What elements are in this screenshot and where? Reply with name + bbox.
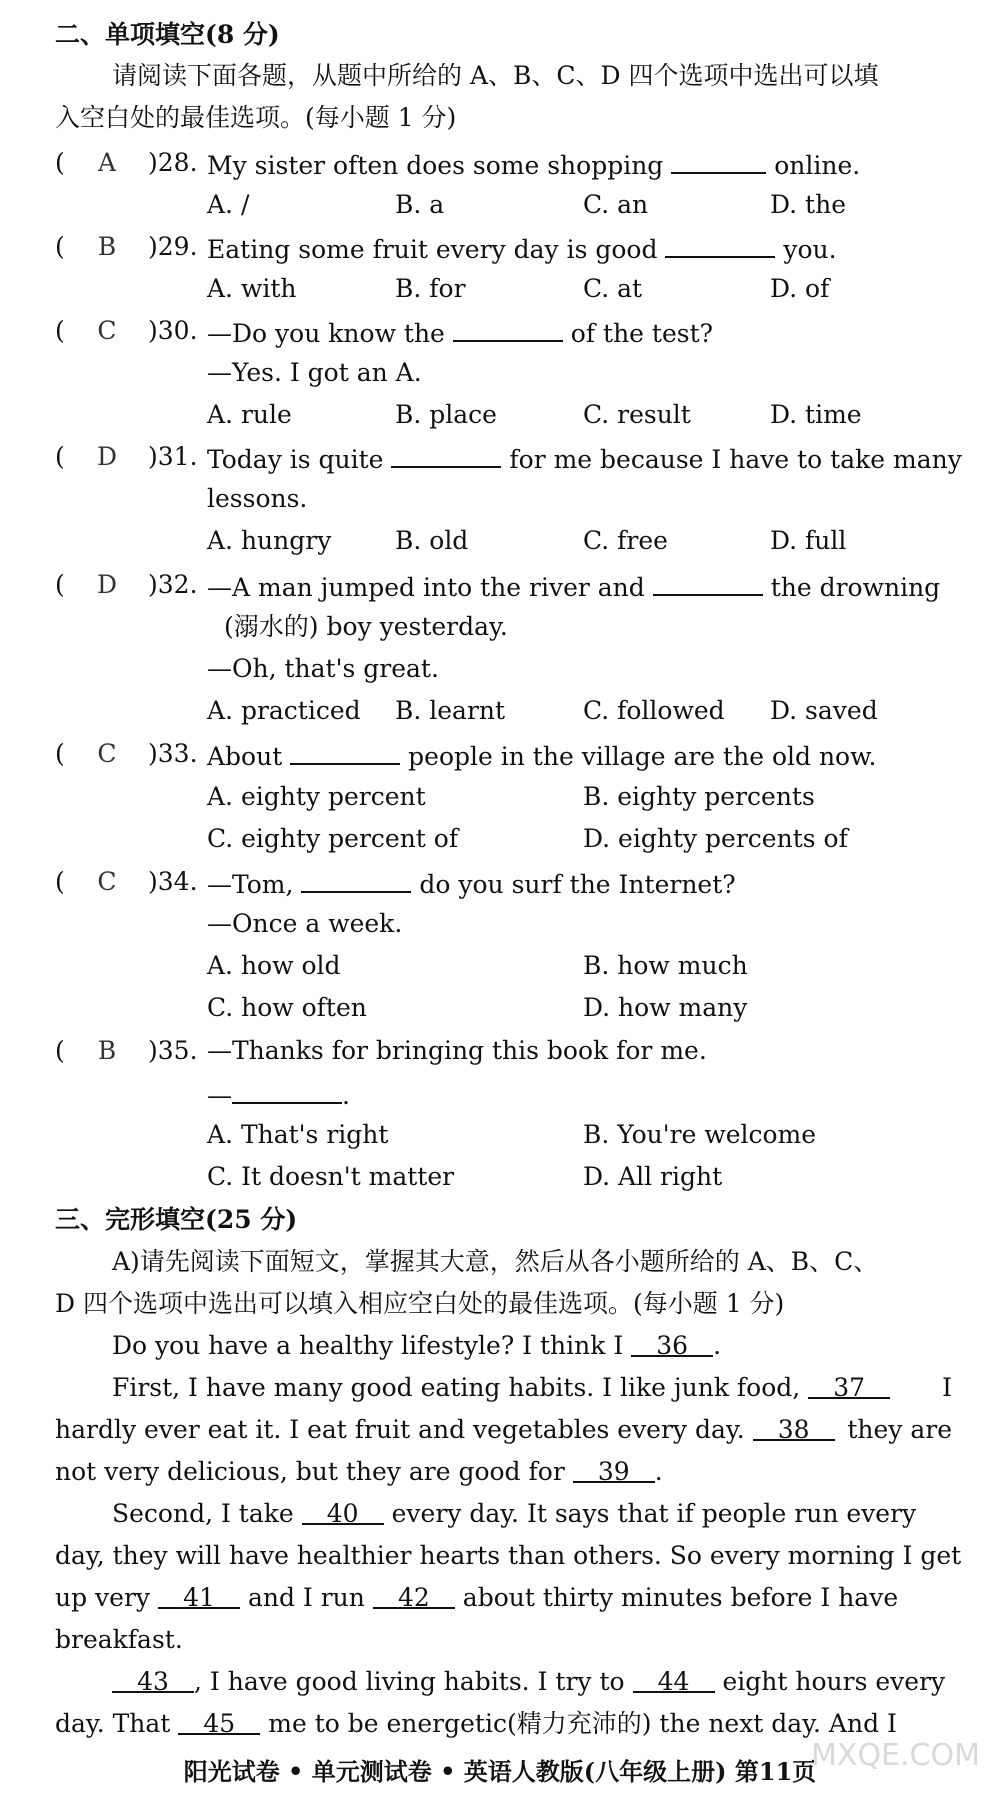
question-number-32: )32. bbox=[148, 570, 198, 599]
question-number-30: )30. bbox=[148, 316, 198, 345]
stem-31-part-b: for me because I have to take many bbox=[509, 445, 962, 474]
option-32-c: C. followed bbox=[583, 696, 725, 725]
open-paren: ( bbox=[55, 442, 65, 471]
blank-42: 42 bbox=[373, 1577, 455, 1609]
passage-text: every day. It says that if people run every bbox=[391, 1499, 917, 1528]
passage-line-1 bbox=[112, 1325, 1000, 1367]
passage-text: Second, I take bbox=[112, 1499, 294, 1528]
option-30-b: B. place bbox=[395, 400, 497, 429]
blank-36: 36 bbox=[631, 1325, 713, 1357]
stem-28-part-a: My sister often does some shopping bbox=[207, 151, 664, 180]
stem-32-part-b: the drowning bbox=[770, 573, 941, 602]
question-number-34: )34. bbox=[148, 867, 198, 896]
blank-30 bbox=[453, 310, 563, 342]
answer-32: D bbox=[96, 570, 118, 599]
stem-32-continued: (溺水的) boy yesterday. bbox=[224, 612, 508, 641]
option-32-b: B. learnt bbox=[395, 696, 506, 725]
stem-32-part-a: —A man jumped into the river and bbox=[207, 573, 645, 602]
section2-heading: 二、单项填空(8 分) bbox=[55, 20, 280, 49]
stem-31-continued: lessons. bbox=[207, 484, 308, 513]
blank-38: 38 bbox=[753, 1409, 835, 1441]
options-34-row-2 bbox=[0, 987, 1000, 1029]
options-33-row-2 bbox=[0, 818, 1000, 860]
passage-text: . bbox=[713, 1331, 722, 1360]
option-34-d: D. how many bbox=[583, 993, 748, 1022]
passage-line-2 bbox=[112, 1367, 952, 1409]
passage-text: hardly ever eat it. I eat fruit and vegetables every day. bbox=[55, 1415, 745, 1444]
blank-45: 45 bbox=[178, 1703, 260, 1735]
option-28-b: B. a bbox=[395, 190, 445, 219]
option-29-d: D. of bbox=[770, 274, 830, 303]
option-34-c: C. how often bbox=[207, 993, 367, 1022]
option-35-c: C. It doesn't matter bbox=[207, 1162, 455, 1191]
passage-line-5 bbox=[112, 1493, 1000, 1535]
dialog-32-reply: —Oh, that's great. bbox=[207, 654, 439, 683]
question-32 bbox=[0, 564, 1000, 606]
watermark: MXQE.COM bbox=[811, 1738, 980, 1773]
blank-32 bbox=[653, 564, 763, 596]
passage-text: day. That bbox=[55, 1709, 171, 1738]
stem-28-part-b: online. bbox=[774, 151, 861, 180]
blank-31 bbox=[391, 436, 501, 468]
answer-31: D bbox=[96, 442, 118, 471]
blank-40: 40 bbox=[302, 1493, 384, 1525]
option-33-a: A. eighty percent bbox=[207, 782, 426, 811]
option-30-c: C. result bbox=[583, 400, 691, 429]
blank-41: 41 bbox=[158, 1577, 240, 1609]
option-33-c: C. eighty percent of bbox=[207, 824, 459, 853]
blank-35 bbox=[232, 1072, 342, 1104]
stem-33 bbox=[207, 733, 876, 778]
question-29 bbox=[0, 226, 1000, 268]
option-32-a: A. practiced bbox=[207, 696, 361, 725]
option-35-d: D. All right bbox=[583, 1162, 723, 1191]
passage-line-8: breakfast. bbox=[55, 1625, 183, 1654]
stem-34-part-b: do you surf the Internet? bbox=[419, 870, 736, 899]
section3-heading: 三、完形填空(25 分) bbox=[55, 1205, 298, 1234]
page-footer: 阳光试卷 • 单元测试卷 • 英语人教版(八年级上册) 第11页 bbox=[183, 1757, 817, 1786]
option-31-d: D. full bbox=[770, 526, 847, 555]
option-31-b: B. old bbox=[395, 526, 469, 555]
stem-34 bbox=[207, 861, 736, 906]
question-number-35: )35. bbox=[148, 1036, 198, 1065]
section2-instructions-2: 入空白处的最佳选项。(每小题 1 分) bbox=[55, 103, 457, 132]
stem-33-part-a: About bbox=[207, 742, 283, 771]
question-35 bbox=[0, 1030, 1000, 1072]
answer-28: A bbox=[97, 148, 117, 177]
option-34-b: B. how much bbox=[583, 951, 748, 980]
option-30-a: A. rule bbox=[207, 400, 292, 429]
blank-44: 44 bbox=[633, 1661, 715, 1693]
section3-intro-2: D 四个选项中选出可以填入相应空白处的最佳选项。(每小题 1 分) bbox=[55, 1289, 785, 1318]
blank-28 bbox=[671, 142, 766, 174]
stem-29 bbox=[207, 226, 837, 271]
blank-33 bbox=[290, 733, 400, 765]
option-28-c: C. an bbox=[583, 190, 649, 219]
passage-text: I bbox=[942, 1373, 952, 1402]
stem-32 bbox=[207, 564, 940, 609]
passage-text: , I have good living habits. I try to bbox=[194, 1667, 625, 1696]
blank-43: 43 bbox=[112, 1661, 194, 1693]
question-31 bbox=[0, 436, 1000, 478]
stem-29-part-a: Eating some fruit every day is good bbox=[207, 235, 658, 264]
option-28-a: A. / bbox=[207, 190, 250, 219]
passage-text: not very delicious, but they are good for bbox=[55, 1457, 565, 1486]
blank-34 bbox=[301, 861, 411, 893]
dialog-30-reply: —Yes. I got an A. bbox=[207, 358, 422, 387]
answer-35: B bbox=[97, 1036, 117, 1065]
option-30-d: D. time bbox=[770, 400, 862, 429]
question-33 bbox=[0, 733, 1000, 775]
open-paren: ( bbox=[55, 570, 65, 599]
passage-text: . bbox=[654, 1457, 663, 1486]
answer-30: C bbox=[97, 316, 117, 345]
passage-line-4 bbox=[55, 1451, 1000, 1493]
passage-text: about thirty minutes before I have bbox=[462, 1583, 899, 1612]
options-31 bbox=[0, 520, 1000, 562]
option-28-d: D. the bbox=[770, 190, 846, 219]
options-34-row-1 bbox=[0, 945, 1000, 987]
stem-35: —Thanks for bringing this book for me. bbox=[207, 1036, 707, 1065]
section3-intro-1: A)请先阅读下面短文，掌握其大意，然后从各小题所给的 A、B、C、 bbox=[112, 1247, 879, 1276]
question-28 bbox=[0, 142, 1000, 184]
passage-text: up very bbox=[55, 1583, 151, 1612]
stem-28 bbox=[207, 142, 860, 187]
options-32 bbox=[0, 690, 1000, 732]
stem-30-part-b: of the test? bbox=[570, 319, 714, 348]
question-34 bbox=[0, 861, 1000, 903]
option-35-b: B. You're welcome bbox=[583, 1120, 817, 1149]
option-31-c: C. free bbox=[583, 526, 668, 555]
stem-31 bbox=[207, 436, 962, 481]
option-29-a: A. with bbox=[207, 274, 297, 303]
stem-30 bbox=[207, 310, 713, 355]
stem-31-part-a: Today is quite bbox=[207, 445, 384, 474]
passage-line-9 bbox=[112, 1661, 1000, 1703]
stem-34-part-a: —Tom, bbox=[207, 870, 294, 899]
options-29 bbox=[0, 268, 1000, 310]
open-paren: ( bbox=[55, 316, 65, 345]
passage-line-6: day, they will have healthier hearts than others. So every morning I get bbox=[55, 1541, 962, 1570]
passage-text: First, I have many good eating habits. I like junk food, bbox=[112, 1373, 801, 1402]
period: . bbox=[342, 1081, 350, 1110]
options-35-row-1 bbox=[0, 1114, 1000, 1156]
option-33-d: D. eighty percents of bbox=[583, 824, 848, 853]
dialog-34-reply: —Once a week. bbox=[207, 909, 403, 938]
passage-line-3 bbox=[55, 1409, 952, 1451]
open-paren: ( bbox=[55, 232, 65, 261]
blank-29 bbox=[665, 226, 775, 258]
options-33-row-1 bbox=[0, 776, 1000, 818]
option-31-a: A. hungry bbox=[207, 526, 332, 555]
open-paren: ( bbox=[55, 148, 65, 177]
dialog-35-reply bbox=[207, 1072, 1000, 1114]
blank-37: 37 bbox=[808, 1367, 890, 1399]
answer-34: C bbox=[97, 867, 117, 896]
answer-33: C bbox=[97, 739, 117, 768]
option-34-a: A. how old bbox=[207, 951, 341, 980]
question-30 bbox=[0, 310, 1000, 352]
options-35-row-2 bbox=[0, 1156, 1000, 1198]
question-number-28: )28. bbox=[148, 148, 198, 177]
open-paren: ( bbox=[55, 867, 65, 896]
answer-29: B bbox=[97, 232, 117, 261]
stem-30-part-a: —Do you know the bbox=[207, 319, 445, 348]
question-number-29: )29. bbox=[148, 232, 198, 261]
question-number-33: )33. bbox=[148, 739, 198, 768]
passage-line-7 bbox=[55, 1577, 1000, 1619]
options-28 bbox=[0, 184, 1000, 226]
passage-text: me to be energetic(精力充沛的) the next day. And I bbox=[268, 1709, 897, 1738]
dash: — bbox=[207, 1081, 232, 1110]
option-32-d: D. saved bbox=[770, 696, 878, 725]
stem-33-part-b: people in the village are the old now. bbox=[408, 742, 877, 771]
option-35-a: A. That's right bbox=[207, 1120, 389, 1149]
stem-29-part-b: you. bbox=[783, 235, 837, 264]
open-paren: ( bbox=[55, 1036, 65, 1065]
question-number-31: )31. bbox=[148, 442, 198, 471]
passage-text: Do you have a healthy lifestyle? I think I bbox=[112, 1331, 624, 1360]
option-33-b: B. eighty percents bbox=[583, 782, 815, 811]
option-29-b: B. for bbox=[395, 274, 466, 303]
passage-text: they are bbox=[847, 1415, 952, 1444]
blank-39: 39 bbox=[573, 1451, 655, 1483]
option-29-c: C. at bbox=[583, 274, 643, 303]
open-paren: ( bbox=[55, 739, 65, 768]
options-30 bbox=[0, 394, 1000, 436]
passage-text: and I run bbox=[247, 1583, 365, 1612]
section2-instructions-1: 请阅读下面各题，从题中所给的 A、B、C、D 四个选项中选出可以填 bbox=[112, 61, 879, 90]
passage-text: eight hours every bbox=[722, 1667, 946, 1696]
